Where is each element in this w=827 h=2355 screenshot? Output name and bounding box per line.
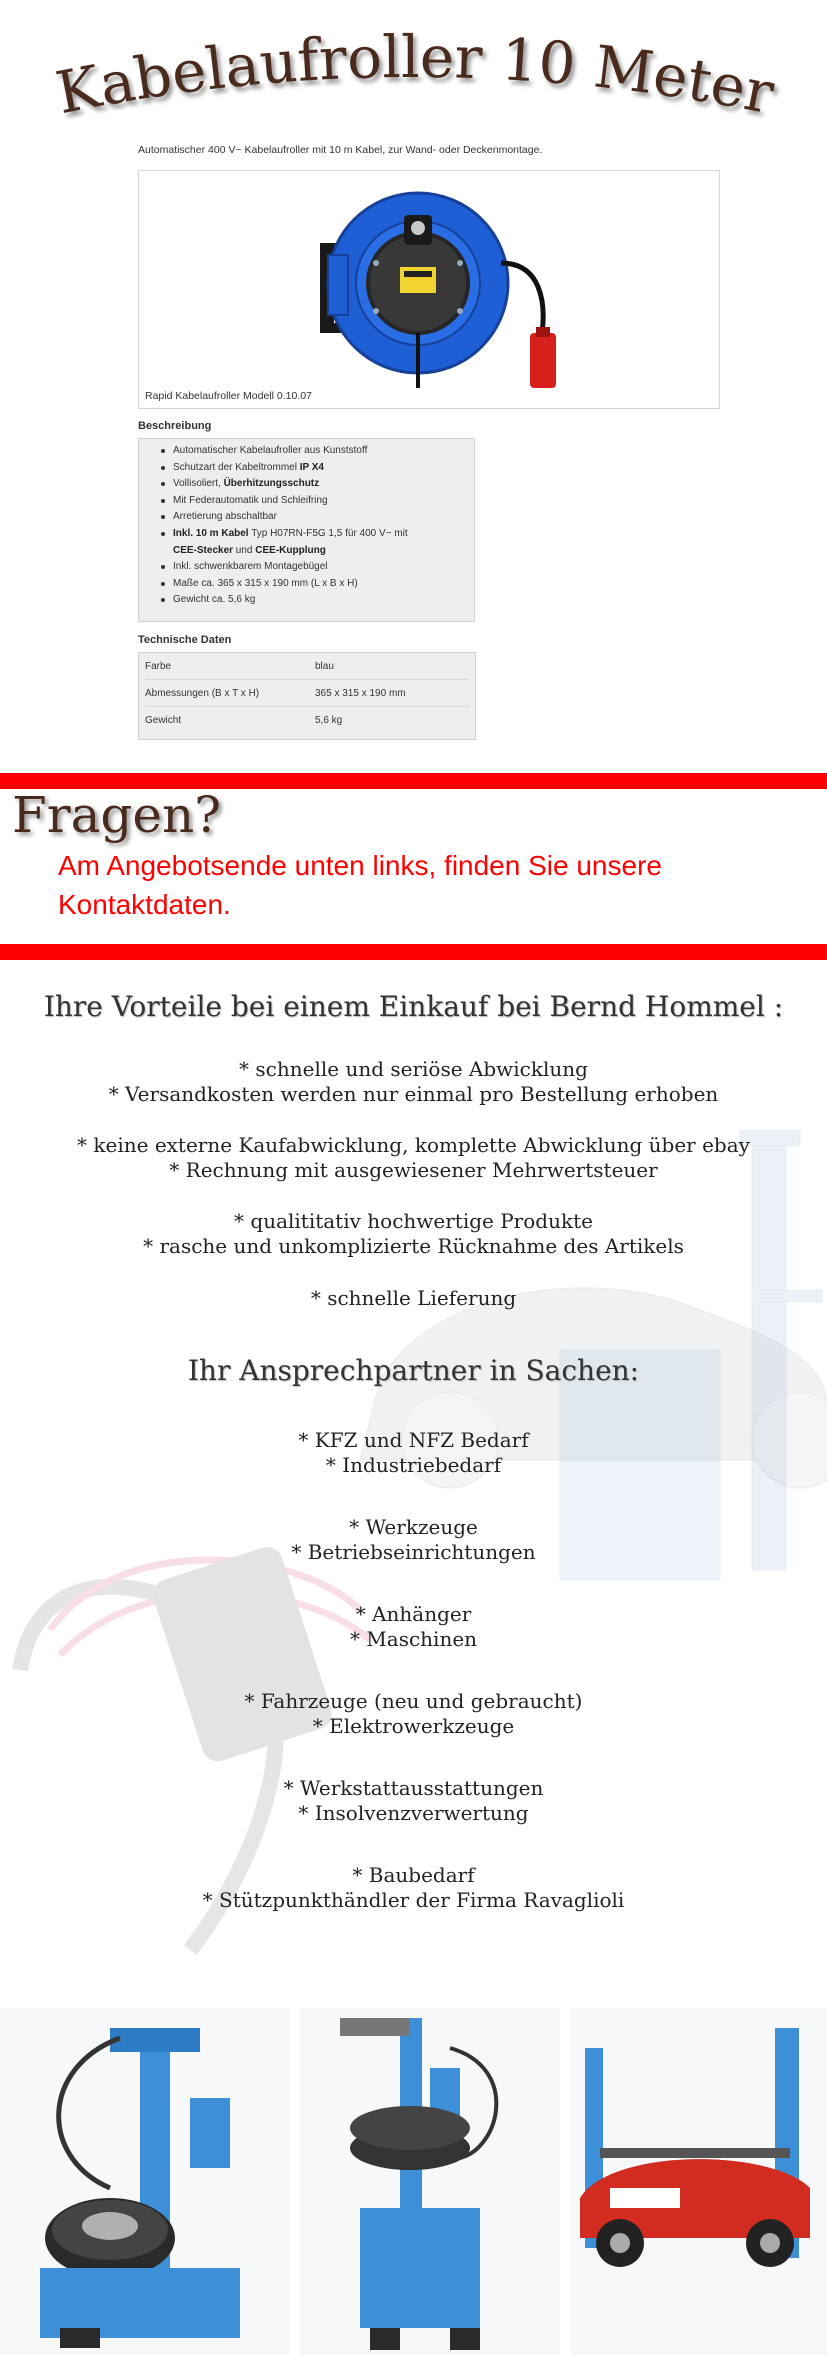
partner-group <box>0 1602 827 1652</box>
advantage-item: * schnelle Lieferung <box>310 1286 517 1310</box>
page-title-text: Kabelaufroller 10 Meter <box>50 22 780 128</box>
partner-item: * KFZ und NFZ Bedarf <box>298 1428 529 1452</box>
partner-group <box>0 1428 827 1478</box>
partner-item: * Stützpunkthändler der Firma Ravaglioli <box>202 1888 625 1912</box>
partner-item: * Industriebedarf <box>325 1453 502 1477</box>
table-key: Abmessungen (B x T x H) <box>145 687 260 699</box>
advantages-group <box>0 1133 827 1183</box>
table-value: blau <box>315 660 334 672</box>
intro-text: Automatischer 400 V~ Kabelaufroller mit 10 m Kabel, zur Wand- oder Deckenmontage. <box>138 144 543 156</box>
tire-changer-2-image <box>300 2008 560 2355</box>
list-item: Inkl. schwenkbarem Montagebügel <box>173 559 474 576</box>
list-item: Vollisoliert, Überhitzungsschutz <box>173 476 474 493</box>
table-row <box>145 680 469 707</box>
advantages-heading: Ihre Vorteile bei einem Einkauf bei Bernd Hommel : <box>43 990 784 1023</box>
list-item: Arretierung abschaltbar <box>173 509 474 526</box>
table-value: 5,6 kg <box>315 714 343 726</box>
table-row <box>145 653 469 680</box>
partner-item: * Werkzeuge <box>349 1515 478 1539</box>
advantages-group <box>0 1057 827 1107</box>
partner-item: * Anhänger <box>355 1602 472 1626</box>
questions-heading-text: Fragen? <box>12 786 222 844</box>
table-key: Farbe <box>145 660 172 672</box>
advantage-item: * Versandkosten werden nur einmal pro Bestellung erhoben <box>108 1082 719 1106</box>
table-key: Gewicht <box>145 714 182 726</box>
partner-item: * Baubedarf <box>352 1863 475 1887</box>
contact-hint-line: Am Angebotsende unten links, finden Sie unsere <box>58 850 662 881</box>
description-heading: Beschreibung <box>138 420 212 432</box>
product-image-box <box>138 170 720 409</box>
red-divider-bottom <box>0 944 827 960</box>
advantage-item: * keine externe Kaufabwicklung, komplette Abwicklung über ebay <box>77 1133 750 1157</box>
list-item: Schutzart der Kabeltrommel IP X4 <box>173 460 474 477</box>
page-title-art <box>0 18 827 128</box>
partner-group <box>0 1515 827 1565</box>
page-title <box>0 18 827 128</box>
questions-heading-art <box>12 780 272 850</box>
technical-heading: Technische Daten <box>138 634 232 646</box>
description-list <box>139 439 474 609</box>
contact-hint-line: Kontaktdaten. <box>58 889 231 920</box>
advantage-item: * qualititativ hochwertige Produkte <box>234 1209 593 1233</box>
tire-changer-image <box>0 2008 290 2355</box>
car-lift-image <box>570 2008 827 2355</box>
partner-item: * Werkstattausstattungen <box>283 1776 544 1800</box>
partner-item: * Maschinen <box>349 1627 478 1651</box>
list-item: Inkl. 10 m Kabel Typ H07RN-F5G 1,5 für 400 V~ mit CEE-Stecker und CEE-Kupplung <box>173 526 474 559</box>
advantage-item: * Rechnung mit ausgewiesener Mehrwertsteuer <box>169 1158 658 1182</box>
list-item: Mit Federautomatik und Schleifring <box>173 493 474 510</box>
table-value: 365 x 315 x 190 mm <box>315 687 406 699</box>
advantages-group <box>0 1209 827 1259</box>
partner-group <box>0 1776 827 1826</box>
technical-table <box>138 652 476 740</box>
description-box <box>138 438 475 622</box>
list-item: Automatischer Kabelaufroller aus Kunststoff <box>173 443 474 460</box>
cable-reel-image <box>306 183 556 393</box>
list-item: Maße ca. 365 x 315 x 190 mm (L x B x H) <box>173 576 474 593</box>
partner-heading: Ihr Ansprechpartner in Sachen: <box>187 1354 640 1387</box>
partner-item: * Elektrowerkzeuge <box>312 1714 515 1738</box>
advantages-group <box>0 1286 827 1311</box>
list-item: Gewicht ca. 5,6 kg <box>173 592 474 609</box>
image-caption: Rapid Kabelaufroller Modell 0.10.07 <box>145 390 312 402</box>
partner-item: * Insolvenzverwertung <box>298 1801 529 1825</box>
contact-hint <box>58 846 818 924</box>
partner-group <box>0 1863 827 1913</box>
advantage-item: * schnelle und seriöse Abwicklung <box>239 1057 588 1081</box>
table-row <box>145 707 469 733</box>
advantage-item: * rasche und unkomplizierte Rücknahme des Artikels <box>143 1234 684 1258</box>
partner-item: * Betriebseinrichtungen <box>291 1540 536 1564</box>
partner-item: * Fahrzeuge (neu und gebraucht) <box>244 1689 583 1713</box>
questions-heading <box>12 780 272 850</box>
svg-text:Kabelaufroller 10 Meter <box>51 23 780 127</box>
partner-group <box>0 1689 827 1739</box>
